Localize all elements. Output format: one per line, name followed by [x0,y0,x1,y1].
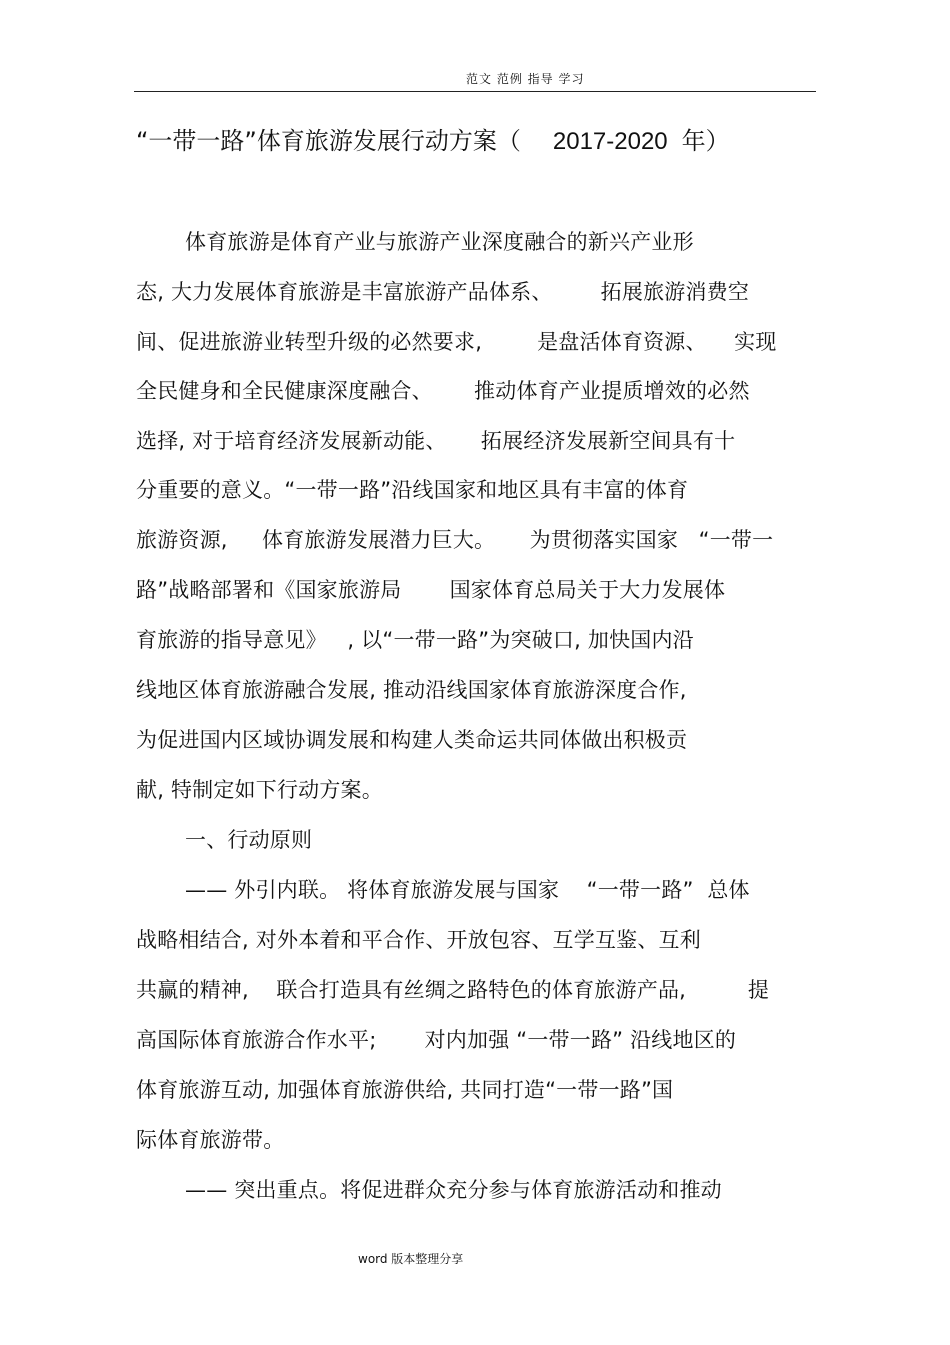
title-main: “一带一路”体育旅游发展行动方案（ [136,127,521,155]
body-line-17: 高国际体育旅游合作水平; 对内加强 “一带一路” 沿线地区的 [136,1028,737,1052]
body-line-9: 育旅游的指导意见》 , 以“一带一路”为突破口, 加快国内沿 [136,628,694,652]
body-line-19: 际体育旅游带。 [136,1128,285,1152]
document-title [136,121,730,156]
body-line-18: 体育旅游互动, 加强体育旅游供给, 共同打造“一带一路”国 [136,1078,674,1102]
page-footer: word 版本整理分享 [358,1252,464,1266]
body-line-10: 线地区体育旅游融合发展, 推动沿线国家体育旅游深度合作, [136,678,687,702]
body-line-14: —— 外引内联。 将体育旅游发展与国家 “一带一路” 总体 [185,878,750,902]
body-line-4: 全民健身和全民健康深度融合、 推动体育产业提质增效的必然 [136,379,750,403]
body-line-16: 共赢的精神, 联合打造具有丝绸之路特色的体育旅游产品, 提 [136,978,770,1002]
body-line-1: 体育旅游是体育产业与旅游产业深度融合的新兴产业形 [185,230,694,254]
body-line-11: 为促进国内区域协调发展和构建人类命运共同体做出积极贡 [136,728,688,752]
header-text: 范文 范例 指导 学习 [466,72,585,86]
body-line-20: —— 突出重点。将促进群众充分参与体育旅游活动和推动 [185,1178,722,1202]
body-line-3: 间、促进旅游业转型升级的必然要求, 是盘活体育资源、 实现 [136,330,777,354]
body-line-15: 战略相结合, 对外本着和平合作、开放包容、互学互鉴、互利 [136,928,701,952]
body-line-12: 献, 特制定如下行动方案。 [136,778,383,802]
body-line-5: 选择, 对于培育经济发展新动能、 拓展经济发展新空间具有十 [136,429,736,453]
title-end: 年） [681,127,730,155]
title-year: 2017-2020 [552,128,668,155]
body-line-2: 态, 大力发展体育旅游是丰富旅游产品体系、 拓展旅游消费空 [136,280,750,304]
body-line-6: 分重要的意义。“一带一路”沿线国家和地区具有丰富的体育 [136,478,689,502]
body-line-7: 旅游资源, 体育旅游发展潜力巨大。 为贯彻落实国家 “一带一 [136,528,774,552]
header-divider [134,91,816,92]
body-line-8: 路”战略部署和《国家旅游局 国家体育总局关于大力发展体 [136,578,726,602]
section-heading: 一、行动原则 [185,828,313,852]
